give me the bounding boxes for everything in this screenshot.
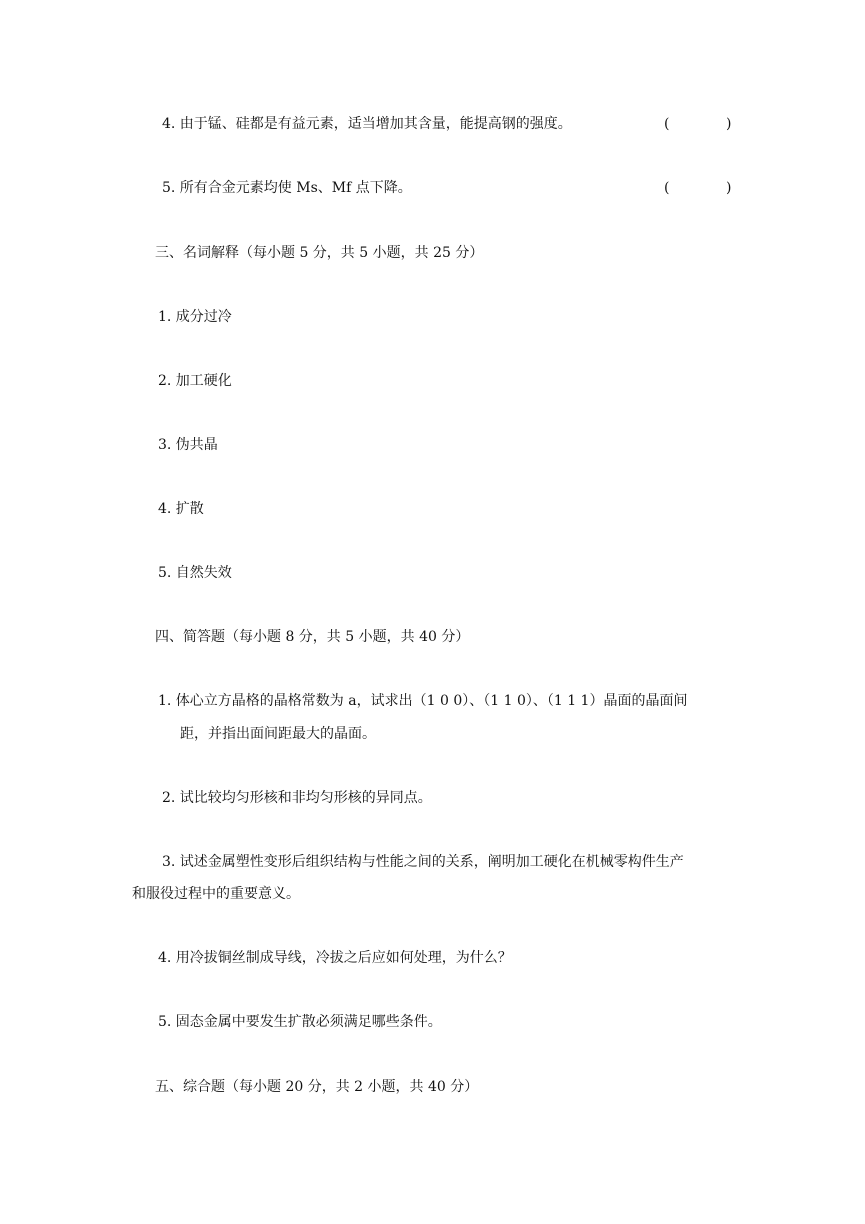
term-item: 3. 伪共晶 — [158, 437, 218, 453]
section-heading-short-answer: 四、简答题（每小题 8 分，共 5 小题，共 40 分） — [155, 629, 470, 645]
section-heading-terms: 三、名词解释（每小题 5 分，共 5 小题，共 25 分） — [155, 245, 484, 261]
tf-answer-paren-close-4: ) — [726, 116, 732, 132]
short-answer-question-3-line-2: 和服役过程中的重要意义。 — [132, 886, 300, 902]
tf-question-5: 5. 所有合金元素均使 Ms、Mf 点下降。 — [162, 180, 412, 196]
term-item: 5. 自然失效 — [158, 565, 232, 581]
section-heading-comprehensive: 五、综合题（每小题 20 分，共 2 小题，共 40 分） — [155, 1079, 479, 1095]
short-answer-question-1-line-2: 距，并指出面间距最大的晶面。 — [180, 726, 376, 742]
term-item: 2. 加工硬化 — [158, 373, 232, 389]
tf-answer-paren-open-5: ( — [664, 180, 670, 196]
short-answer-question-3-line-1: 3. 试述金属塑性变形后组织结构与性能之间的关系，阐明加工硬化在机械零构件生产 — [162, 854, 684, 870]
tf-answer-paren-close-5: ) — [726, 180, 732, 196]
tf-question-4: 4. 由于锰、硅都是有益元素，适当增加其含量，能提高钢的强度。 — [162, 116, 572, 132]
tf-answer-paren-open-4: ( — [664, 116, 670, 132]
short-answer-question-4: 4. 用冷拔铜丝制成导线，冷拔之后应如何处理，为什么？ — [158, 950, 512, 966]
term-item: 4. 扩散 — [158, 501, 204, 517]
short-answer-question-2: 2. 试比较均匀形核和非均匀形核的异同点。 — [162, 790, 432, 806]
short-answer-question-1-line-1: 1. 体心立方晶格的晶格常数为 a，试求出（1 0 0）、（1 1 0）、（1 1 1）晶面的晶面间 — [158, 693, 688, 709]
short-answer-question-5: 5. 固态金属中要发生扩散必须满足哪些条件。 — [158, 1014, 442, 1030]
term-item: 1. 成分过冷 — [158, 309, 232, 325]
